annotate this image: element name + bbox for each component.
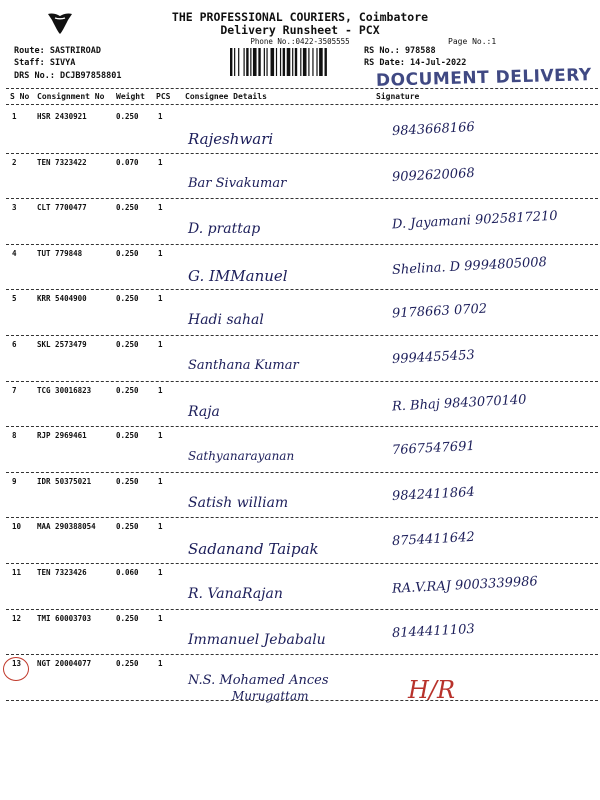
runsheet-title: Delivery Runsheet - PCX — [220, 23, 380, 37]
consignment-number: RJP 2969461 — [37, 431, 87, 441]
serial-number: 4 — [12, 248, 17, 258]
serial-number: 12 — [12, 613, 22, 623]
weight: 0.060 — [116, 568, 139, 577]
consignee-name: D. prattap — [188, 221, 261, 238]
consignment-number: TCG 30016823 — [37, 385, 92, 395]
held-return-mark: H/R — [408, 676, 456, 704]
barcode — [230, 48, 358, 76]
row-divider — [6, 700, 598, 701]
weight: 0.250 — [116, 431, 139, 441]
serial-number: 9 — [12, 476, 17, 486]
consignment-number: SKL 2573479 — [37, 340, 87, 349]
header-divider-bottom — [6, 104, 598, 105]
recipient-signature: 9842411864 — [391, 484, 476, 504]
serial-number: 11 — [12, 568, 22, 577]
pieces: 1 — [158, 294, 163, 304]
consignment-number: CLT 7700477 — [37, 203, 87, 213]
weight: 0.070 — [116, 157, 139, 167]
weight: 0.250 — [116, 476, 139, 486]
consignee-name: G. IMManuel — [188, 266, 288, 285]
pieces: 1 — [158, 613, 163, 623]
col-consignment: Consignment No — [37, 92, 105, 101]
consignee-name: Santhana Kumar — [188, 358, 299, 373]
pieces: 1 — [158, 476, 163, 486]
table-row — [0, 564, 600, 610]
consignment-number: HSR 2430921 — [37, 112, 87, 121]
consignee-name: Bar Sivakumar — [188, 175, 287, 191]
col-weight: Weight — [116, 92, 145, 101]
consignee-name: N.S. Mohamed Ances — [188, 673, 329, 689]
weight: 0.250 — [116, 294, 139, 304]
header-divider-top — [6, 88, 598, 89]
pieces: 1 — [158, 157, 163, 167]
recipient-signature: Shelina. D 9994805008 — [391, 254, 548, 278]
consignee-name: Hadi sahal — [188, 312, 264, 329]
rs-number: RS No.: 978588 — [364, 46, 436, 56]
recipient-signature: 7667547691 — [391, 439, 476, 459]
pieces: 1 — [158, 385, 163, 395]
serial-number: 6 — [12, 340, 17, 349]
serial-number: 8 — [12, 431, 17, 441]
col-pcs: PCS — [156, 92, 171, 101]
weight: 0.250 — [116, 385, 139, 395]
pieces: 1 — [158, 248, 163, 258]
pieces: 1 — [158, 431, 163, 441]
weight: 0.250 — [116, 203, 139, 213]
consignee-name: R. VanaRajan — [188, 586, 283, 602]
serial-number: 7 — [12, 385, 17, 395]
consignee-name: Raja — [188, 403, 220, 420]
table-row — [0, 518, 600, 564]
table-row — [0, 245, 600, 291]
recipient-signature: 8144411103 — [391, 621, 476, 641]
consignment-number: TMI 60003703 — [37, 613, 92, 623]
table-row — [0, 473, 600, 519]
staff: Staff: SIVYA — [14, 58, 76, 68]
consignee-name: Immanuel Jebabalu — [188, 631, 326, 648]
pieces: 1 — [158, 203, 163, 213]
table-row — [0, 336, 600, 382]
pieces: 1 — [158, 340, 163, 349]
recipient-signature: 9178663 0702 — [391, 301, 488, 322]
table-row — [0, 382, 600, 428]
serial-number: 10 — [12, 522, 22, 532]
col-signature: Signature — [376, 92, 420, 101]
consignment-number: MAA 290388054 — [37, 522, 96, 532]
consignee-name: Sathyanarayanan — [188, 449, 295, 464]
col-consignee: Consignee Details — [185, 92, 267, 101]
table-row — [0, 154, 600, 200]
company-title: THE PROFESSIONAL COURIERS, Coimbatore — [171, 10, 429, 24]
row-13-circle-mark — [3, 657, 29, 681]
recipient-signature: 9994455453 — [391, 347, 476, 368]
weight: 0.250 — [116, 340, 139, 349]
pieces: 1 — [158, 568, 163, 577]
drs-number: DRS No.: DCJB97858801 — [14, 71, 122, 81]
consignment-number: TEN 7323422 — [37, 157, 87, 167]
table-row — [0, 199, 600, 245]
consignee-name: Sadanand Taipak — [188, 540, 319, 559]
serial-number: 13 — [12, 659, 22, 669]
recipient-signature: D. Jayamani 9025817210 — [391, 208, 559, 233]
recipient-signature: 9092620068 — [391, 165, 476, 185]
serial-number: 5 — [12, 294, 17, 304]
table-row — [0, 108, 600, 154]
col-sno: S No — [10, 92, 30, 101]
document-delivery-stamp: DOCUMENT DELIVERY — [375, 65, 592, 91]
weight: 0.250 — [116, 248, 139, 258]
consignment-number: TEN 7323426 — [37, 568, 87, 577]
recipient-signature: RA.V.RAJ 9003339986 — [391, 574, 539, 597]
consignment-number: NGT 20004077 — [37, 659, 92, 669]
serial-number: 3 — [12, 203, 17, 213]
consignment-number: KRR 5404900 — [37, 294, 87, 304]
consignee-name: Satish william — [188, 494, 289, 511]
serial-number: 2 — [12, 157, 17, 167]
table-row — [0, 290, 600, 336]
consignee-name-line2: Murugattam — [232, 689, 309, 704]
consignment-number: IDR 50375021 — [37, 476, 92, 486]
weight: 0.250 — [116, 659, 139, 669]
page-number: Page No.:1 — [448, 37, 497, 46]
table-row — [0, 427, 600, 473]
rs-date: RS Date: 14-Jul-2022 — [364, 58, 467, 68]
consignee-name: Rajeshwari — [188, 130, 274, 148]
weight: 0.250 — [116, 522, 139, 532]
consignment-number: TUT 779848 — [37, 248, 83, 258]
pieces: 1 — [158, 522, 163, 532]
weight: 0.250 — [116, 112, 139, 121]
recipient-signature: 9843668166 — [391, 119, 476, 140]
recipient-signature: R. Bhaj 9843070140 — [391, 392, 527, 415]
serial-number: 1 — [12, 112, 17, 121]
pieces: 1 — [158, 112, 163, 121]
route: Route: SASTRIROAD — [14, 46, 101, 56]
table-row — [0, 610, 600, 656]
table-row — [0, 655, 600, 704]
recipient-signature: 8754411642 — [391, 530, 476, 550]
pieces: 1 — [158, 659, 163, 669]
phone-number: Phone No.:0422-3505555 — [250, 37, 350, 46]
weight: 0.250 — [116, 613, 139, 623]
